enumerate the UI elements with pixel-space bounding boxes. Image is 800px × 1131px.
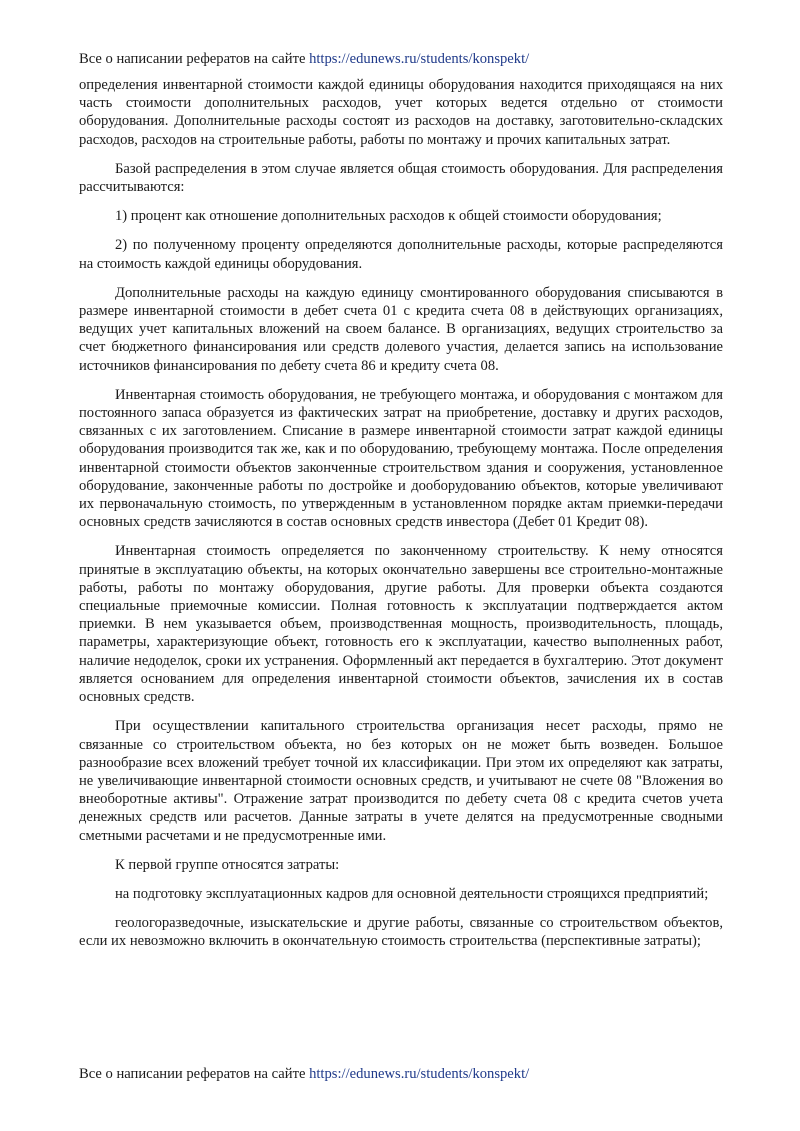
paragraph: геологоразведочные, изыскательские и другие работы, связанные со строительством объектов, если их невозможно включить в окончательную стоимость строительства (перспективные затраты); <box>79 915 723 950</box>
footer-link[interactable]: https://edunews.ru/students/konspekt/ <box>309 1066 530 1082</box>
paragraph: При осуществлении капитального строительства организация несет расходы, прямо не связанные со строительством объекта, но без которых он не может быть возведен. Большое разнообразие всех вложений требует точной их классификации. При этом их определяют как затраты, не увеличивающие инвентарной стоимости основных средств, и учитывают не счете 08 "Вложения во внеоборотные активы". Отражение затрат производится по дебету счета 08 с кредита счетов учета денежных средств или расчетов. Данные затраты в учете делятся на предусмотренные сводными сметными расчетами и не предусмотренные ими. <box>79 718 723 844</box>
header-text: Все о написании рефератов на сайте <box>79 51 310 67</box>
paragraph: определения инвентарной стоимости каждой единицы оборудования находится приходящаяся на них часть стоимости дополнительных расходов, учет которых ведется отдельно от стоимости оборудования. Дополнительные расходы состоят из расходов на доставку, заготовительно-складских расходов, расходов на строительные работы, работы по монтажу и прочих капитальных затрат. <box>79 77 723 148</box>
footer-text: Все о написании рефератов на сайте <box>79 1066 310 1082</box>
paragraph: 1) процент как отношение дополнительных расходов к общей стоимости оборудования; <box>115 208 662 225</box>
paragraph: Инвентарная стоимость оборудования, не требующего монтажа, и оборудования с монтажом для постоянного запаса образуется из фактических затрат на приобретение, доставку и других расходов, связанных с их заготовлением. Списание в размере инвентарной стоимости затрат каждой единицы оборудования производится так же, как и по оборудованию, требующему монтажа. После определения инвентарной стоимости объектов законченные строительством здания и сооружения, установленное оборудование, законченные работы по достройке и дооборудованию объектов, которые увеличивают их первоначальную стоимость, по утвержденным в установленном порядке актам приемки-передачи основных средств зачисляются в состав основных средств инвестора (Дебет 01 Кредит 08). <box>79 386 723 531</box>
paragraph: Инвентарная стоимость определяется по законченному строительству. К нему относятся принятые в эксплуатацию объекты, на которых окончательно завершены все строительно-монтажные работы, работы по монтажу оборудования, другие работы. Для проверки объекта создаются специальные приемочные комиссии. Полная готовность к эксплуатации подтверждается актом приемки. В нем указывается объем, производственная мощность, производительность, площадь, параметры, характеризующие объект, готовность его к эксплуатации, качество выполненных работ, наличие недоделок, сроки их устранения. Оформленный акт передается в бухгалтерию. Этот документ является основанием для определения инвентарной стоимости объектов, зачисления их в состав основных средств. <box>79 543 723 706</box>
document-body <box>79 76 723 962</box>
paragraph: К первой группе относятся затраты: <box>115 856 340 873</box>
paragraph: Базой распределения в этом случае является общая стоимость оборудования. Для распределения рассчитываются: <box>79 160 723 196</box>
page-header <box>79 50 529 68</box>
paragraph: 2) по полученному проценту определяются дополнительные расходы, которые распределяются на стоимость каждой единицы оборудования. <box>79 237 723 272</box>
paragraph: на подготовку эксплуатационных кадров для основной деятельности строящихся предприятий; <box>115 885 709 902</box>
header-link[interactable]: https://edunews.ru/students/konspekt/ <box>309 51 530 67</box>
paragraph: Дополнительные расходы на каждую единицу смонтированного оборудования списываются в размере инвентарной стоимости в дебет счета 01 с кредита счета 08 в действующих организациях, ведущих учет капитальных вложений на своем балансе. В организациях, ведущих строительство за счет бюджетного финансирования или средств долевого участия, делается запись на использование источников финансирования по дебету счета 86 и кредиту счета 08. <box>79 284 723 374</box>
page-footer <box>79 1065 529 1083</box>
